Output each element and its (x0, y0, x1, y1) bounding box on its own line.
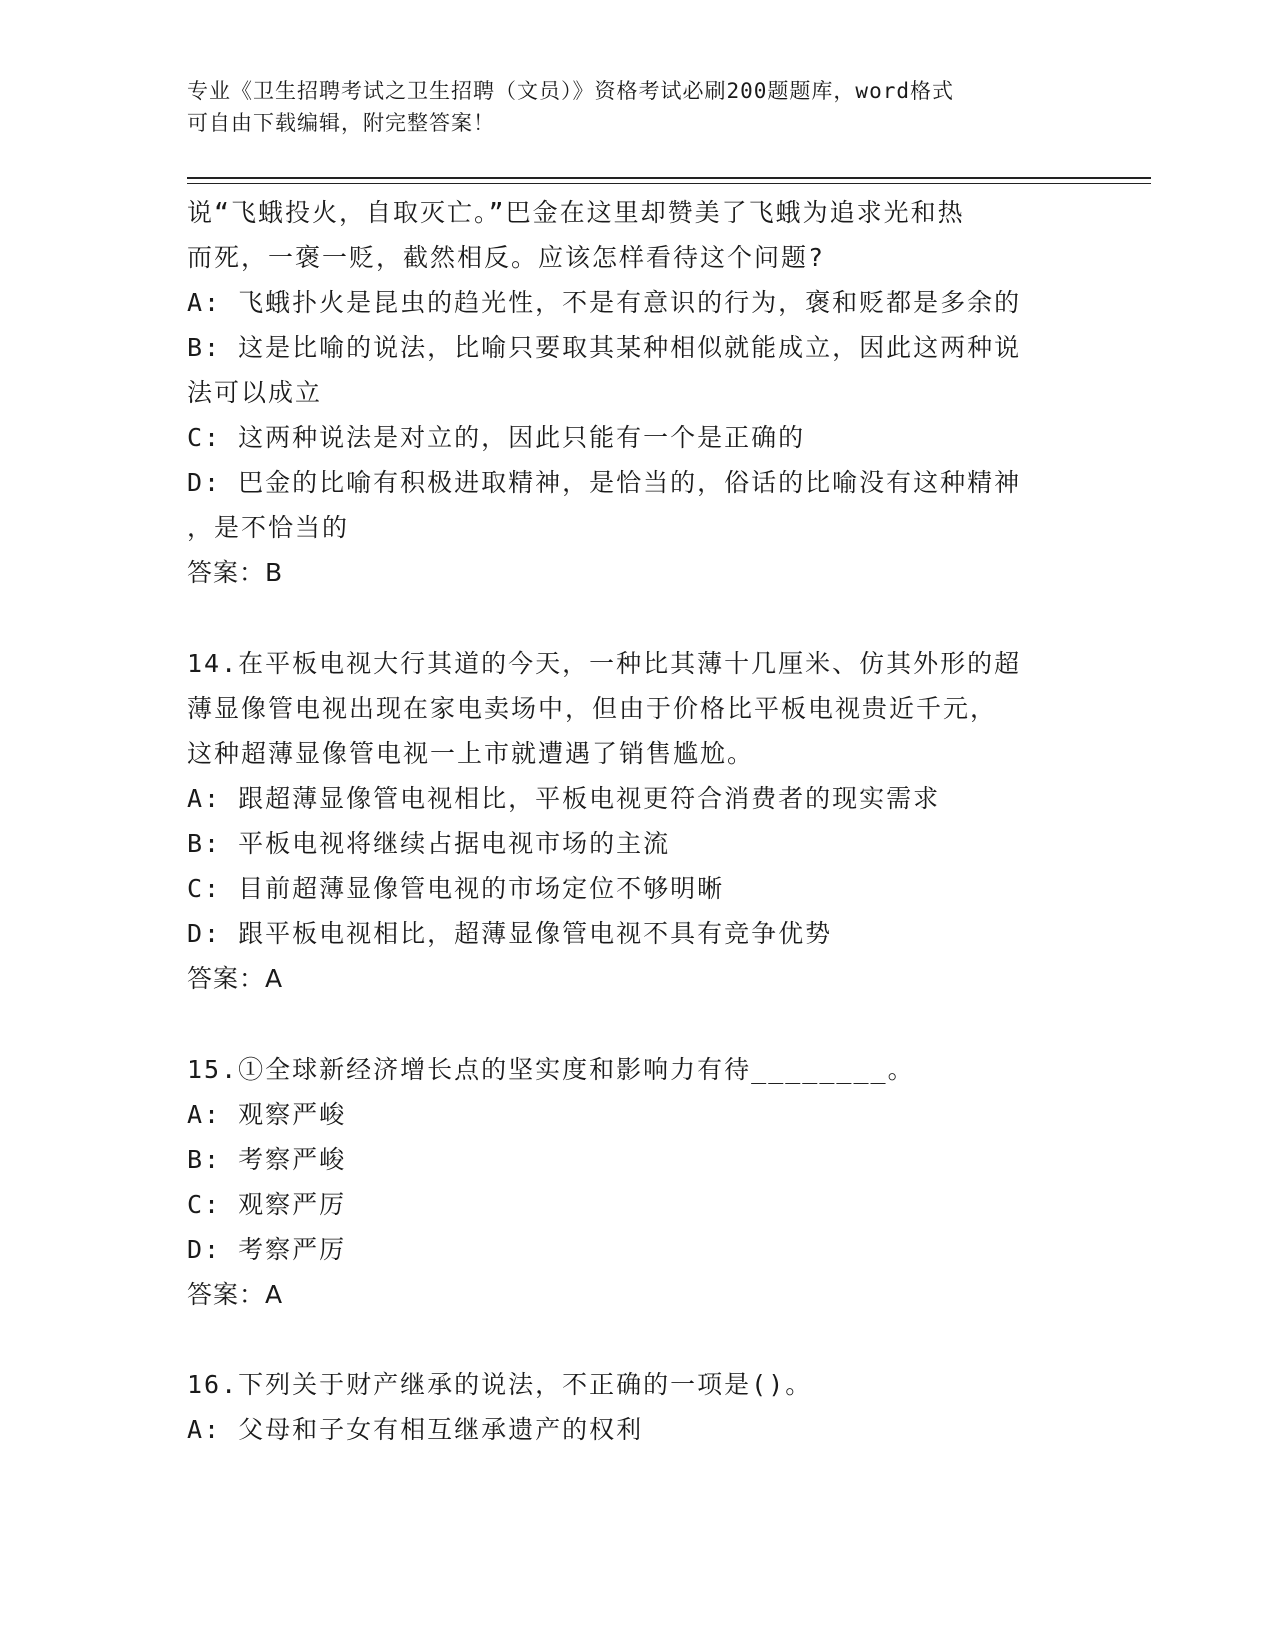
question-stem-line: 薄显像管电视出现在家电卖场中，但由于价格比平板电视贵近千元， (187, 694, 998, 723)
option-c: C: 观察严厉 (187, 1190, 347, 1219)
option-b-continued: 法可以成立 (187, 378, 323, 407)
option-d-continued: ，是不恰当的 (187, 513, 350, 542)
question-stem-line: 说“飞蛾投火，自取灭亡。”巴金在这里却赞美了飞蛾为追求光和热 (187, 198, 965, 227)
header-divider-thick (187, 177, 1151, 179)
option-a: A: 跟超薄显像管电视相比，平板电视更符合消费者的现实需求 (187, 784, 941, 813)
question-16 (187, 1362, 1087, 1452)
option-a: A: 观察严峻 (187, 1100, 347, 1129)
question-list (187, 190, 1087, 1452)
option-a: A: 飞蛾扑火是昆虫的趋光性，不是有意识的行为，褒和贬都是多余的 (187, 288, 1022, 317)
option-c: C: 目前超薄显像管电视的市场定位不够明晰 (187, 874, 725, 903)
option-b: B: 平板电视将继续占据电视市场的主流 (187, 829, 671, 858)
answer: 答案：B (187, 558, 284, 587)
option-d: D: 巴金的比喻有积极进取精神，是恰当的，俗话的比喻没有这种精神 (187, 468, 1022, 497)
header-line-1: 专业《卫生招聘考试之卫生招聘（文员）》资格考试必刷200题题库，word格式 (187, 79, 954, 103)
option-d: D: 考察严厉 (187, 1235, 347, 1264)
option-a: A: 父母和子女有相互继承遗产的权利 (187, 1415, 644, 1444)
option-b: B: 这是比喻的说法，比喻只要取其某种相似就能成立，因此这两种说 (187, 333, 1022, 362)
option-c: C: 这两种说法是对立的，因此只能有一个是正确的 (187, 423, 806, 452)
option-d: D: 跟平板电视相比，超薄显像管电视不具有竞争优势 (187, 919, 833, 948)
question-15 (187, 1047, 1087, 1317)
question-stem-line: 14.在平板电视大行其道的今天，一种比其薄十几厘米、仿其外形的超 (187, 649, 1022, 678)
question-stem-line: 而死，一褒一贬，截然相反。应该怎样看待这个问题? (187, 243, 826, 272)
question-stem: 15.①全球新经济增长点的坚实度和影响力有待________。 (187, 1055, 915, 1084)
answer: 答案：A (187, 964, 284, 993)
question-13 (187, 190, 1087, 595)
question-14 (187, 641, 1087, 1001)
option-b: B: 考察严峻 (187, 1145, 347, 1174)
header-divider-thin (187, 183, 1151, 184)
header-line-2: 可自由下载编辑，附完整答案！ (187, 111, 495, 135)
question-stem: 16.下列关于财产继承的说法，不正确的一项是()。 (187, 1370, 813, 1399)
answer: 答案：A (187, 1280, 284, 1309)
document-header (187, 75, 1087, 139)
question-stem-line: 这种超薄显像管电视一上市就遭遇了销售尴尬。 (187, 739, 755, 768)
